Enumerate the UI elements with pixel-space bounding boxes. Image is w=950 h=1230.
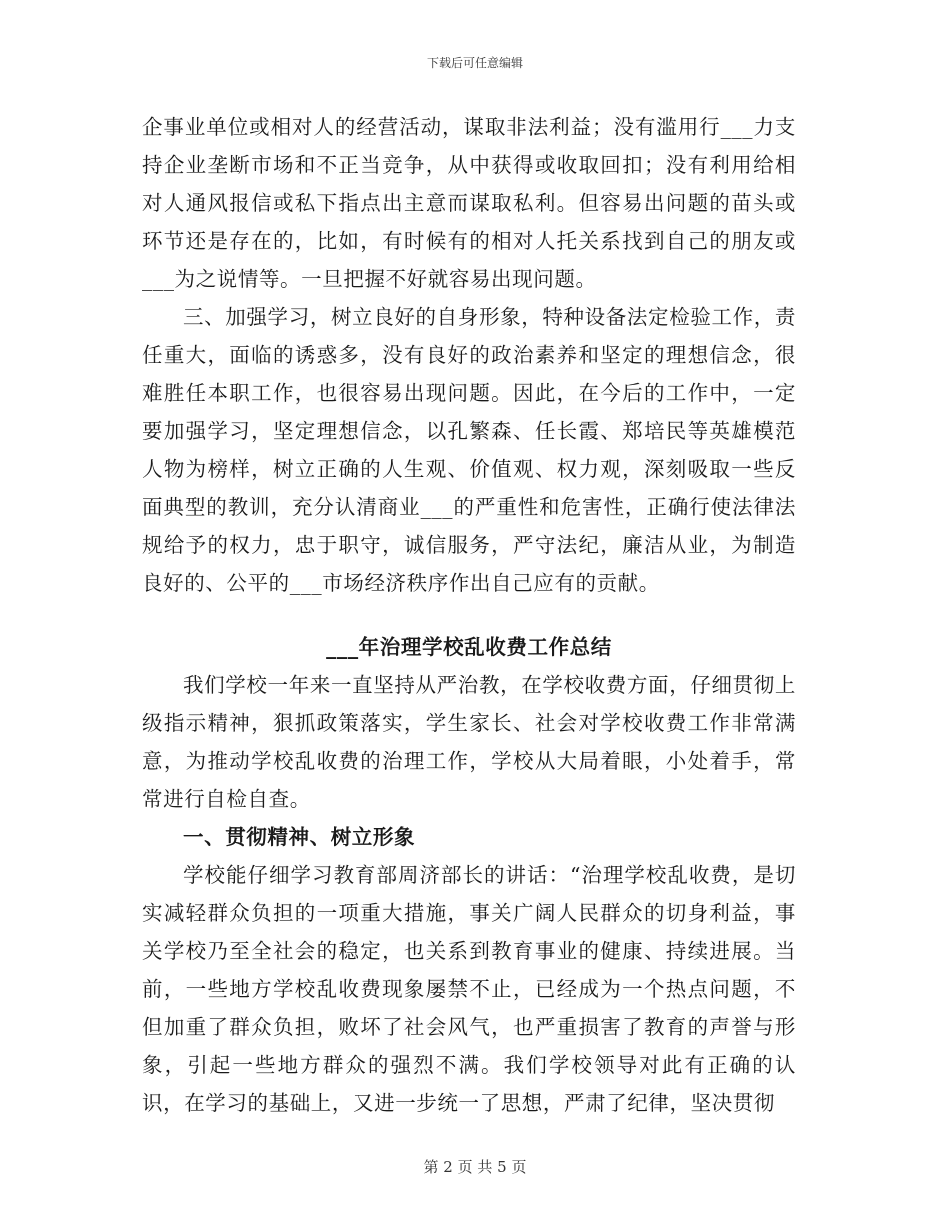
paragraph-section-one: 学校能仔细学习教育部周济部长的讲话：“治理学校乱收费，是切实减轻群众负担的一项重大措施，事关广阔人民群众的切身利益，事关学校乃至全社会的稳定，也关系到教育事业的健康、持续进展。当前，一些地方学校乱收费现象屡禁不止，已经成为一个热点问题，不但加重了群众负担，败坏了社会风气，也严重损害了教育的声誉与形象，引起一些地方群众的强烈不满。我们学校领导对此有正确的认识，在学习的基础上，又进一步统一了思想，严肃了纪律，坚决贯彻 xyxy=(142,863,796,1115)
document-title: ___年治理学校乱收费工作总结 xyxy=(326,635,612,659)
page-footer: 第 2 页 共 5 页 xyxy=(423,1158,527,1176)
section-heading-one: 一、贯彻精神、树立形象 xyxy=(183,825,416,849)
paragraph-section-three: 三、加强学习，树立良好的自身形象，特种设备法定检验工作，责任重大，面临的诱惑多，没有良好的政治素养和坚定的理想信念，很难胜任本职工作，也很容易出现问题。因此，在今后的工作中，一定要加强学习，坚定理想信念，以孔繁森、任长霞、郑培民等英雄模范人物为榜样，树立正确的人生观、价值观、权力观，深刻吸取一些反面典型的教训，充分认清商业___的严重性和危害性，正确行使法律法规给予的权力，忠于职守，诚信服务，严守法纪，廉洁从业，为制造良好的、公平的___市场经济秩序作出自己应有的贡献。 xyxy=(142,305,796,595)
page-header: 下载后可任意编辑 xyxy=(426,56,523,70)
paragraph-intro: 我们学校一年来一直坚持从严治教，在学校收费方面，仔细贯彻上级指示精神，狠抓政策落实，学生家长、社会对学校收费工作非常满意，为推动学校乱收费的治理工作，学校从大局着眼，小处着手，常常进行自检自查。 xyxy=(142,673,796,811)
paragraph-continuation: 企事业单位或相对人的经营活动，谋取非法利益；没有滥用行___力支持企业垄断市场和不正当竞争，从中获得或收取回扣；没有利用给相对人通风报信或私下指点出主意而谋取私利。但容易出问题的苗头或环节还是存在的，比如，有时候有的相对人托关系找到自己的朋友或___为之说情等。一旦把握不好就容易出现问题。 xyxy=(142,115,796,291)
document-body xyxy=(142,108,796,1122)
section-gap xyxy=(142,602,796,628)
